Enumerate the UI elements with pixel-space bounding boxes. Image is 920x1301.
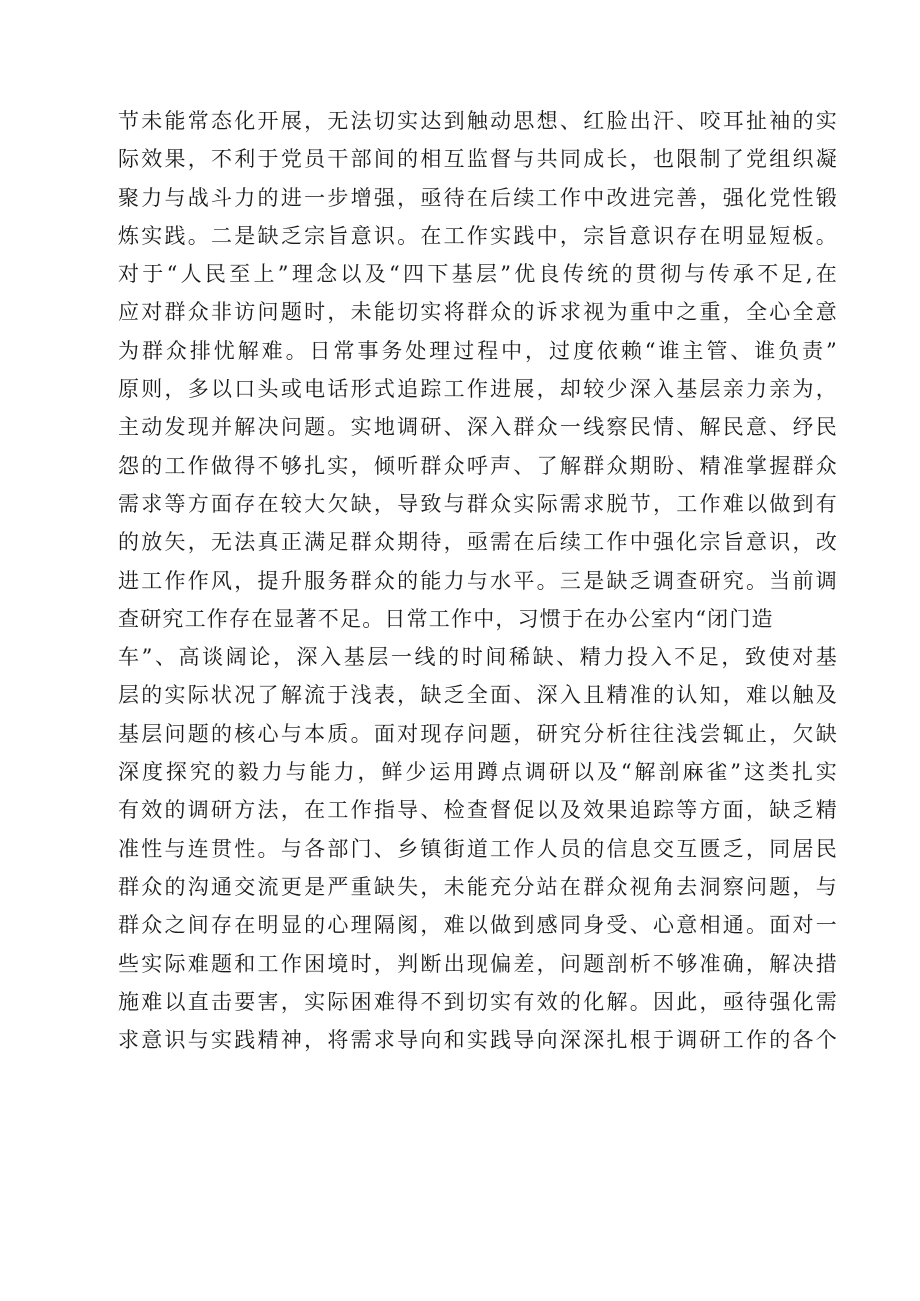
text-line: 为群众排忧解难。日常事务处理过程中，过度依赖“谁主管、谁负责”	[118, 338, 838, 363]
text-line: 些实际难题和工作困境时，判断出现偏差，问题剖析不够准确，解决措	[118, 951, 838, 976]
text-line: 群众之间存在明显的心理隔阂，难以做到感同身受、心意相通。面对一	[118, 913, 838, 938]
text-line: 查研究工作存在显著不足。日常工作中，习惯于在办公室内“闭门造	[118, 606, 774, 631]
text-line: 需求等方面存在较大欠缺，导致与群众实际需求脱节，工作难以做到有	[118, 491, 838, 516]
text-line: 施难以直击要害，实际困难得不到切实有效的化解。因此，亟待强化需	[118, 989, 838, 1014]
text-line: 求意识与实践精神，将需求导向和实践导向深深扎根于调研工作的各个	[118, 1028, 838, 1053]
text-line: 主动发现并解决问题。实地调研、深入群众一线察民情、解民意、纾民	[118, 415, 838, 440]
text-line: 原则，多以口头或电话形式追踪工作进展，却较少深入基层亲力亲为，	[118, 377, 838, 402]
text-line: 群众的沟通交流更是严重缺失，未能充分站在群众视角去洞察问题，与	[118, 874, 838, 899]
text-line: 际效果，不利于党员干部间的相互监督与共同成长，也限制了党组织凝	[118, 147, 838, 172]
text-line: 怨的工作做得不够扎实，倾听群众呼声、了解群众期盼、精准掌握群众	[118, 453, 838, 478]
text-line: 车”、高谈阔论，深入基层一线的时间稀缺、精力投入不足，致使对基	[118, 645, 838, 670]
text-line: 深度探究的毅力与能力，鲜少运用蹲点调研以及“解剖麻雀”这类扎实	[118, 760, 838, 785]
text-line: 基层问题的核心与本质。面对现存问题，研究分析往往浅尝辄止，欠缺	[118, 721, 838, 746]
text-line: 炼实践。二是缺乏宗旨意识。在工作实践中，宗旨意识存在明显短板。	[118, 223, 838, 248]
body-text	[118, 102, 838, 1059]
text-line: 进工作作风，提升服务群众的能力与水平。三是缺乏调查研究。当前调	[118, 568, 838, 593]
text-line: 应对群众非访问题时，未能切实将群众的诉求视为重中之重，全心全意	[118, 300, 838, 325]
text-line: 对于“人民至上”理念以及“四下基层”优良传统的贯彻与传承不足,在	[118, 262, 838, 287]
text-line: 节未能常态化开展，无法切实达到触动思想、红脸出汗、咬耳扯袖的实	[118, 109, 838, 133]
text-line: 聚力与战斗力的进一步增强，亟待在后续工作中改进完善，强化党性锻	[118, 185, 838, 210]
text-line: 的放矢，无法真正满足群众期待，亟需在后续工作中强化宗旨意识，改	[118, 530, 838, 555]
text-line: 准性与连贯性。与各部门、乡镇街道工作人员的信息交互匮乏，同居民	[118, 836, 838, 861]
text-line: 有效的调研方法，在工作指导、检查督促以及效果追踪等方面，缺乏精	[118, 798, 838, 823]
text-line: 层的实际状况了解流于浅表，缺乏全面、深入且精准的认知，难以触及	[118, 683, 838, 708]
